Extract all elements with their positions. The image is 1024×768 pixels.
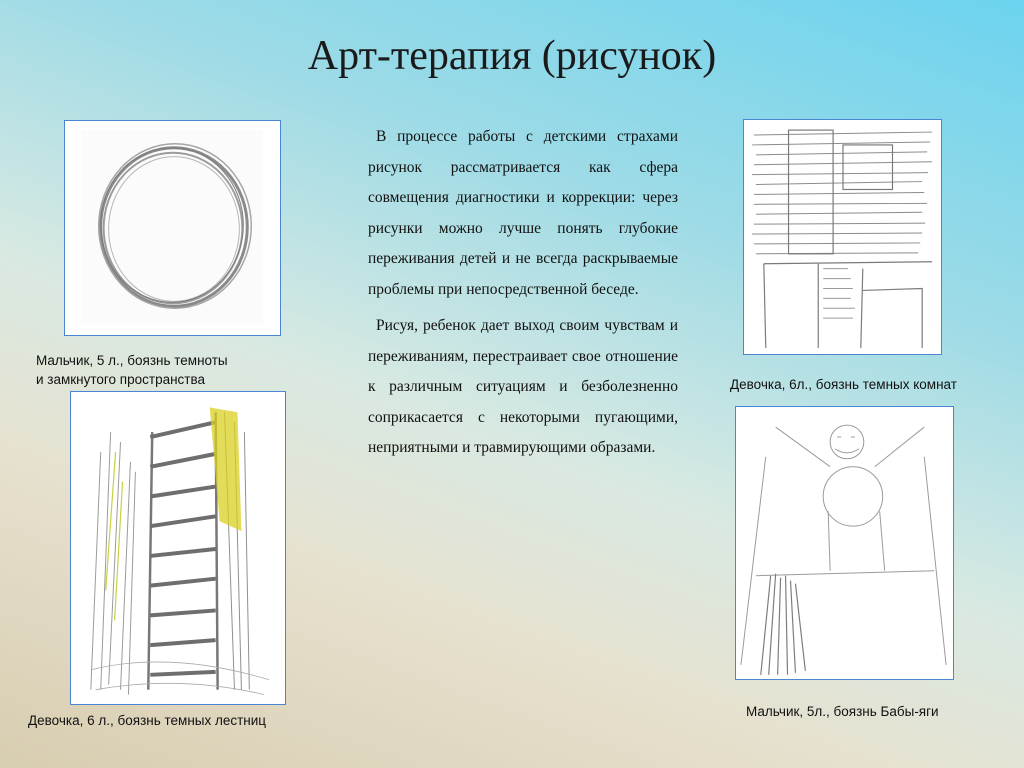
caption-line-1: Мальчик, 5 л., боязнь темноты bbox=[36, 353, 228, 368]
pencil-baba-yaga-drawing bbox=[736, 407, 953, 679]
drawing-fear-of-dark-stairs bbox=[70, 391, 286, 705]
caption-drawing-4: Мальчик, 5л., боязнь Бабы-яги bbox=[746, 704, 939, 719]
pencil-rooms-drawing bbox=[744, 120, 941, 354]
caption-drawing-3: Девочка, 6л., боязнь темных комнат bbox=[730, 377, 957, 392]
paragraph-1: В процессе работы с детскими страхами рисунок рассматривается как сфера совмещения диагностики и коррекции: через рисунки можно лучше понять глубокие переживания детей и не всегда раскрываемые проблемы при непосредственной беседе. bbox=[368, 128, 678, 298]
drawing-fear-of-baba-yaga bbox=[735, 406, 954, 680]
caption-line-2: и замкнутого пространства bbox=[36, 372, 206, 387]
caption-drawing-1 bbox=[36, 351, 228, 389]
paragraph-2: Рисуя, ребенок дает выход своим чувствам и переживаниям, перестраивает свое отношение к различным ситуациям и безболезненно соприкасается с некоторыми пугающими, неприятными и травмирующими образами. bbox=[368, 317, 678, 456]
drawing-fear-of-dark-rooms bbox=[743, 119, 942, 355]
description-text bbox=[368, 122, 678, 470]
pencil-circle-drawing bbox=[65, 121, 280, 335]
caption-drawing-2: Девочка, 6 л., боязнь темных лестниц bbox=[28, 713, 267, 728]
drawing-fear-of-darkness bbox=[64, 120, 281, 336]
pencil-ladder-drawing bbox=[71, 392, 285, 704]
slide-title: Арт-терапия (рисунок) bbox=[307, 33, 717, 79]
